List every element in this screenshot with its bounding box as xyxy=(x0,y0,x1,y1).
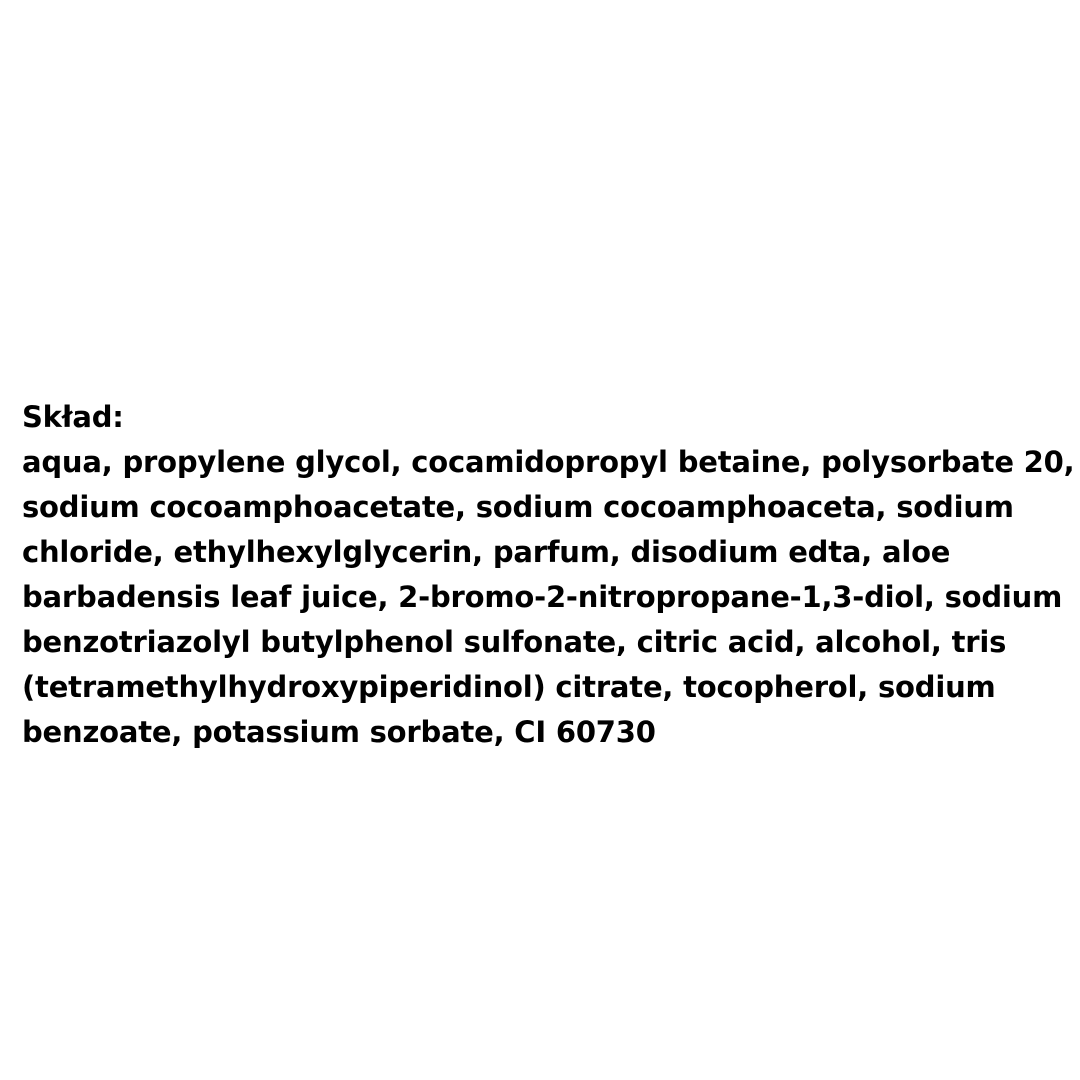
ingredients-line-4: barbadensis leaf juice, 2-bromo-2-nitropropane-1,3-diol, sodium xyxy=(22,580,1063,614)
ingredients-line-3: chloride, ethylhexylglycerin, parfum, disodium edta, aloe xyxy=(22,535,951,569)
ingredients-block xyxy=(22,395,1075,755)
ingredients-line-6: (tetramethylhydroxypiperidinol) citrate, tocopherol, sodium xyxy=(22,670,996,704)
ingredients-line-1: aqua, propylene glycol, cocamidopropyl betaine, polysorbate 20, xyxy=(22,445,1075,479)
ingredients-line-7: benzoate, potassium sorbate, CI 60730 xyxy=(22,715,656,749)
ingredients-heading: Skład: xyxy=(22,400,124,434)
ingredients-line-2: sodium cocoamphoacetate, sodium cocoamphoaceta, sodium xyxy=(22,490,1014,524)
ingredients-line-5: benzotriazolyl butylphenol sulfonate, citric acid, alcohol, tris xyxy=(22,625,1007,659)
